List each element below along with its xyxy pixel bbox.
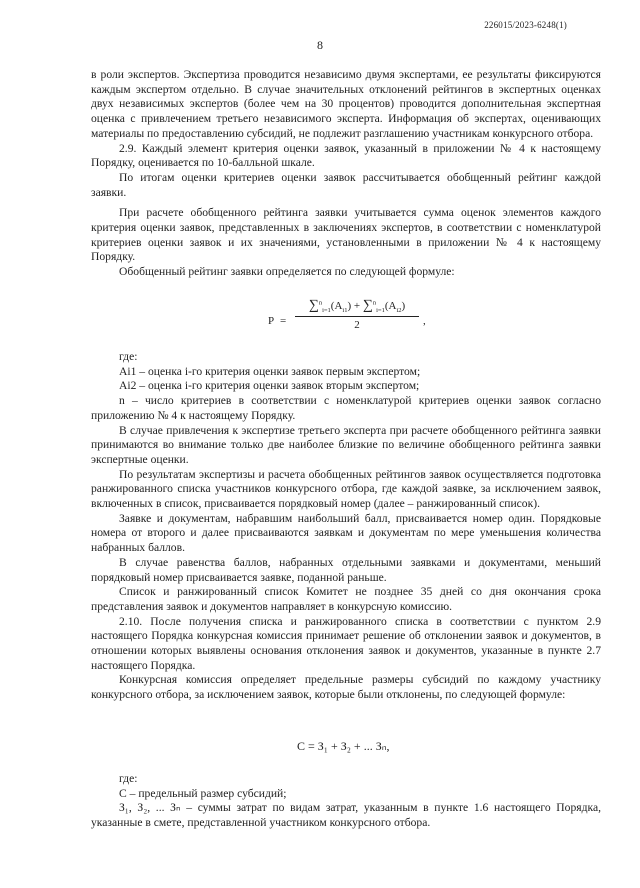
page-number: 8	[317, 38, 323, 52]
formula-lhs: P	[268, 315, 275, 327]
paragraph: По итогам оценки критериев оценки заявок рассчитывается обобщенный рейтинг каждой заявки.	[91, 170, 601, 199]
text-block-2	[91, 350, 601, 703]
where-label: где:	[119, 350, 138, 363]
paragraph: По результатам экспертизы и расчета обобщенных рейтингов заявок осуществляется подготовка ранжированного списка участников конкурсного отбора, где каждой заявке, за исключением заявок, включенных в список, присваивается порядковый номер (далее – ранжированный список).	[91, 467, 601, 511]
formula-fraction	[295, 298, 419, 331]
paragraph: Заявке и документам, набравшим наибольший балл, присваивается номер один. Порядковые номера от второго и далее присваиваются заявкам и документам по мере уменьшения количества набранных баллов.	[91, 511, 601, 555]
definition-z: З₁, З₂, ... Зₙ – суммы затрат по видам затрат, указанным в пункте 1.6 настоящего Порядка, указанные в смете, представленной участником конкурсного отбора.	[91, 801, 601, 830]
paragraph: В случае равенства баллов, набранных отдельными заявками и документами, меньший порядковый номер присваивается заявке, поданной раньше.	[91, 555, 601, 584]
formula-equals: =	[280, 315, 287, 327]
paragraph-2-9: 2.9. Каждый элемент критерия оценки заявок, указанный в приложении № 4 к настоящему Порядку, оценивается по 10-балльной шкале.	[91, 141, 601, 170]
definition-c: С – предельный размер субсидий;	[119, 786, 287, 800]
paragraph-formula-intro: Обобщенный рейтинг заявки определяется по следующей формуле:	[119, 265, 455, 279]
where-label: где:	[119, 772, 138, 785]
text-block-3	[91, 772, 601, 831]
paragraph: в роли экспертов. Экспертиза проводится независимо двумя экспертами, ее результаты фиксируются каждым экспертом отдельно. В случае значительных отклонений рейтингов в экспертных оценках двух независимых экспертов (более чем на 30 процентов) проводится дополнительная экспертная оценка с привлечением третьего независимого эксперта. Информация об экспертах, оценивающих материалы по предоставлению субсидий, не подлежит разглашению участникам конкурсного отбора.	[91, 68, 601, 140]
paragraph: При расчете обобщенного рейтинга заявки учитывается сумма оценок элементов каждого критерия оценки заявок, представленных в заключениях экспертов, в соответствии с номенклатурой критериев оценки заявок и их значениями, установленными в приложении № 4 к настоящему Порядку.	[91, 206, 601, 264]
rating-formula: P = $\sum^n_{i=1}(A_{i1}) + \sum^n_{i=1}(A_{i2})$ 2 ,	[268, 298, 426, 332]
paragraph: В случае привлечения к экспертизе третьего эксперта при расчете обобщенного рейтинга заявки принимаются во внимание только две наиболее близкие по величине обобщенного рейтинга заявки экспертные оценки.	[91, 423, 601, 466]
subsidy-formula: С = З₁ + З₂ + ... Зₙ,	[297, 739, 390, 753]
text-block-1	[91, 68, 601, 280]
formula-denominator: 2	[354, 319, 360, 332]
paragraph: Конкурсная комиссия определяет предельные размеры субсидий по каждому участнику конкурсного отбора, за исключением заявок, которые были отклонены, по следующей формуле:	[91, 673, 601, 702]
definition-ai1: Ai1 – оценка i-го критерия оценки заявок первым экспертом;	[119, 364, 421, 378]
definition-n: n – число критериев в соответствии с номенклатурой критериев оценки заявок согласно приложению № 4 к настоящему Порядку.	[91, 394, 601, 422]
fraction-bar	[295, 316, 419, 317]
paragraph-2-10: 2.10. После получения списка и ранжированного списка в соответствии с пунктом 2.9 настоящего Порядка конкурсная комиссия принимает решение об отклонении заявок и документов, в отношении которых выявлены основания отклонения заявок и документов, указанные в пункте 2.7 настоящего Порядка.	[91, 614, 601, 672]
paragraph: Список и ранжированный список Комитет не позднее 35 дней со дня окончания срока представления заявок и документов направляет в конкурсную комиссию.	[91, 585, 601, 613]
document-id: 226015/2023-6248(1)	[484, 20, 567, 30]
formula-numerator: $\sum^n_{i=1}(A_{i1}) + \sum^n_{i=1}(A_{i2})$	[308, 298, 406, 315]
definition-ai2: Ai2 – оценка i-го критерия оценки заявок вторым экспертом;	[119, 379, 420, 393]
